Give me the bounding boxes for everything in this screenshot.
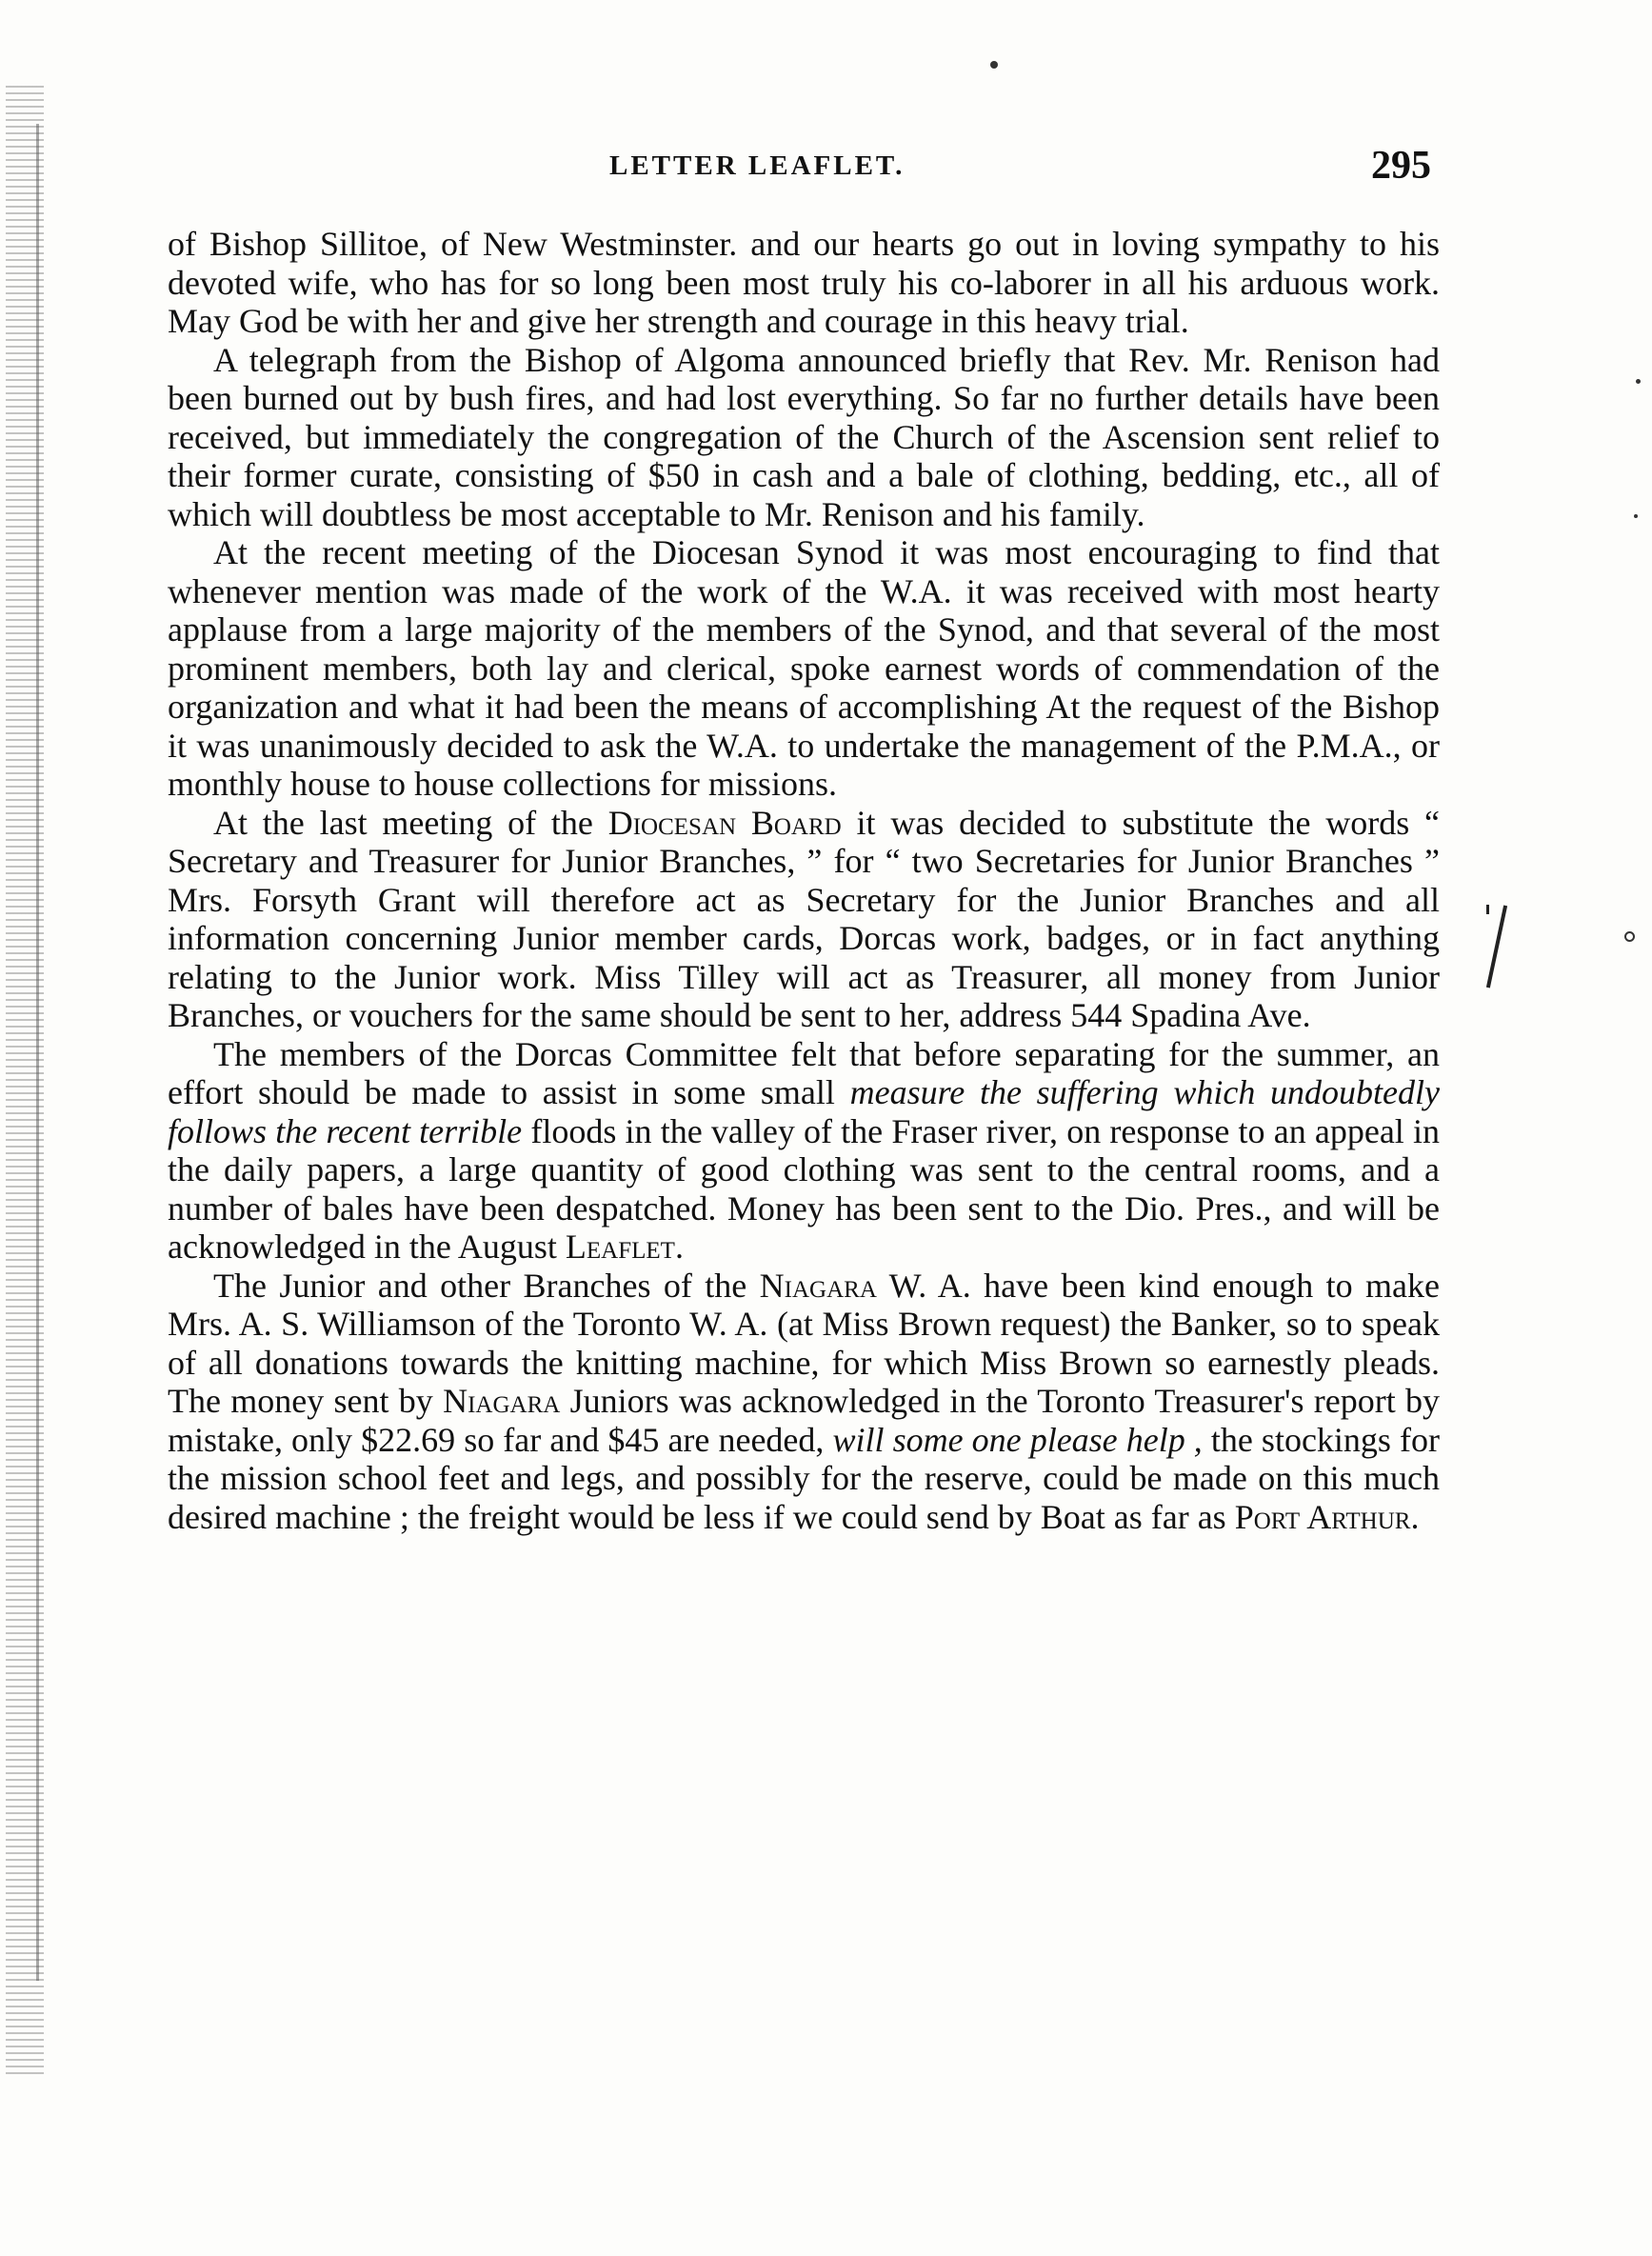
paragraph-text: the stockings for the mission school feet and legs, and possibly for the reserve, could be made on this much desired machine ; the freight would be less if we could send by Boat as far as — [168, 1420, 1440, 1536]
paragraph — [168, 804, 1440, 1035]
margin-pencil-mark — [1486, 906, 1507, 988]
scan-speck — [1636, 379, 1641, 384]
running-title: LETTER LEAFLET. — [609, 150, 906, 181]
page-header — [0, 145, 1652, 192]
paragraph: of Bishop Sillitoe, of New Westminster. and our hearts go out in loving sympathy to his devoted wife, who has for so long been most truly his co-laborer in all his arduous work. May God be with her and give her strength and courage in this heavy trial. — [168, 225, 1440, 340]
scan-binding-line — [36, 124, 39, 1981]
diocesan-board-smallcaps: Diocesan Board — [607, 803, 842, 842]
niagara-smallcaps: Niagara — [759, 1266, 877, 1305]
niagara-smallcaps: Niagara — [443, 1382, 561, 1420]
scan-speck — [990, 61, 998, 69]
page-number: 295 — [1371, 144, 1431, 188]
leaflet-smallcaps: Leaflet. — [565, 1228, 684, 1266]
paragraph-text: floods in the valley of the Fraser river, on response to an appeal in the daily papers, a large quantity of good clothing was sent to the central rooms, and a number of bales have been despatched. Money has been sent to the Dio. Pres., and will be acknowledged in the August — [168, 1111, 1440, 1266]
paragraph-text: The Junior and other Branches of the — [213, 1266, 760, 1305]
paragraph-text: W. A. have been kind enough to make Mrs. A. S. Williamson of the Toronto W. A. (at Miss Brown request) the Banker, so to speak of all donations towards the knitting machine, for which Miss Brown so earnestly pleads. The money sent by — [168, 1266, 1440, 1420]
paragraph: A telegraph from the Bishop of Algoma announced briefly that Rev. Mr. Renison had been burned out by bush fires, and had lost everything. So far no further details have been received, but immediately the congregation of the Church of the Ascension sent relief to their former curate, consisting of $50 in cash and a bale of clothing, bedding, etc., all of which will doubtless be most acceptable to Mr. Renison and his family. — [168, 340, 1440, 533]
scan-speck — [1624, 931, 1635, 942]
paragraph — [168, 1035, 1440, 1267]
paragraph-text: Juniors was acknowledged in the Toronto Treasurer's report by mistake, only $22.69 so far and $45 are needed, — [168, 1382, 1440, 1459]
article-body — [168, 225, 1440, 1536]
scan-speck — [1634, 514, 1638, 518]
italic-phrase: measure the suffering which undoubtedly follows the recent terrible — [168, 1073, 1441, 1150]
paragraph-text: The members of the Dorcas Committee felt that before separating for the summer, an effort should be made to assist in some small — [168, 1034, 1440, 1111]
paragraph-text: At the last meeting of the — [213, 803, 608, 842]
paragraph — [168, 1267, 1440, 1537]
paragraph-text: it was decided to substitute the words “ Secretary and Treasurer for Junior Branches, ” for “ two Secretaries for Junior Branches ” Mrs. Forsyth Grant will therefore act as Secretary for the Junior Branches and all information concerning Junior member cards, Dorcas work, badges, or in fact anything relating to the Junior work. Miss Tilley will act as Treasurer, all money from Junior Branches, or vouchers for the same should be sent to her, address 544 Spadina Ave. — [168, 803, 1441, 1034]
port-arthur-smallcaps: Port Arthur. — [1234, 1497, 1420, 1536]
margin-pencil-mark — [1486, 905, 1489, 914]
paragraph: At the recent meeting of the Diocesan Synod it was most encouraging to find that whenever mention was made of the work of the W.A. it was received with most hearty applause from a large majority of the members of the Synod, and that several of the most prominent members, both lay and clerical, spoke earnest words of commendation of the organization and what it had been the means of accomplishing At the request of the Bishop it was unanimously decided to ask the W.A. to undertake the management of the P.M.A., or monthly house to house collections for missions. — [168, 533, 1440, 803]
italic-phrase: will some one please help , — [832, 1420, 1203, 1459]
